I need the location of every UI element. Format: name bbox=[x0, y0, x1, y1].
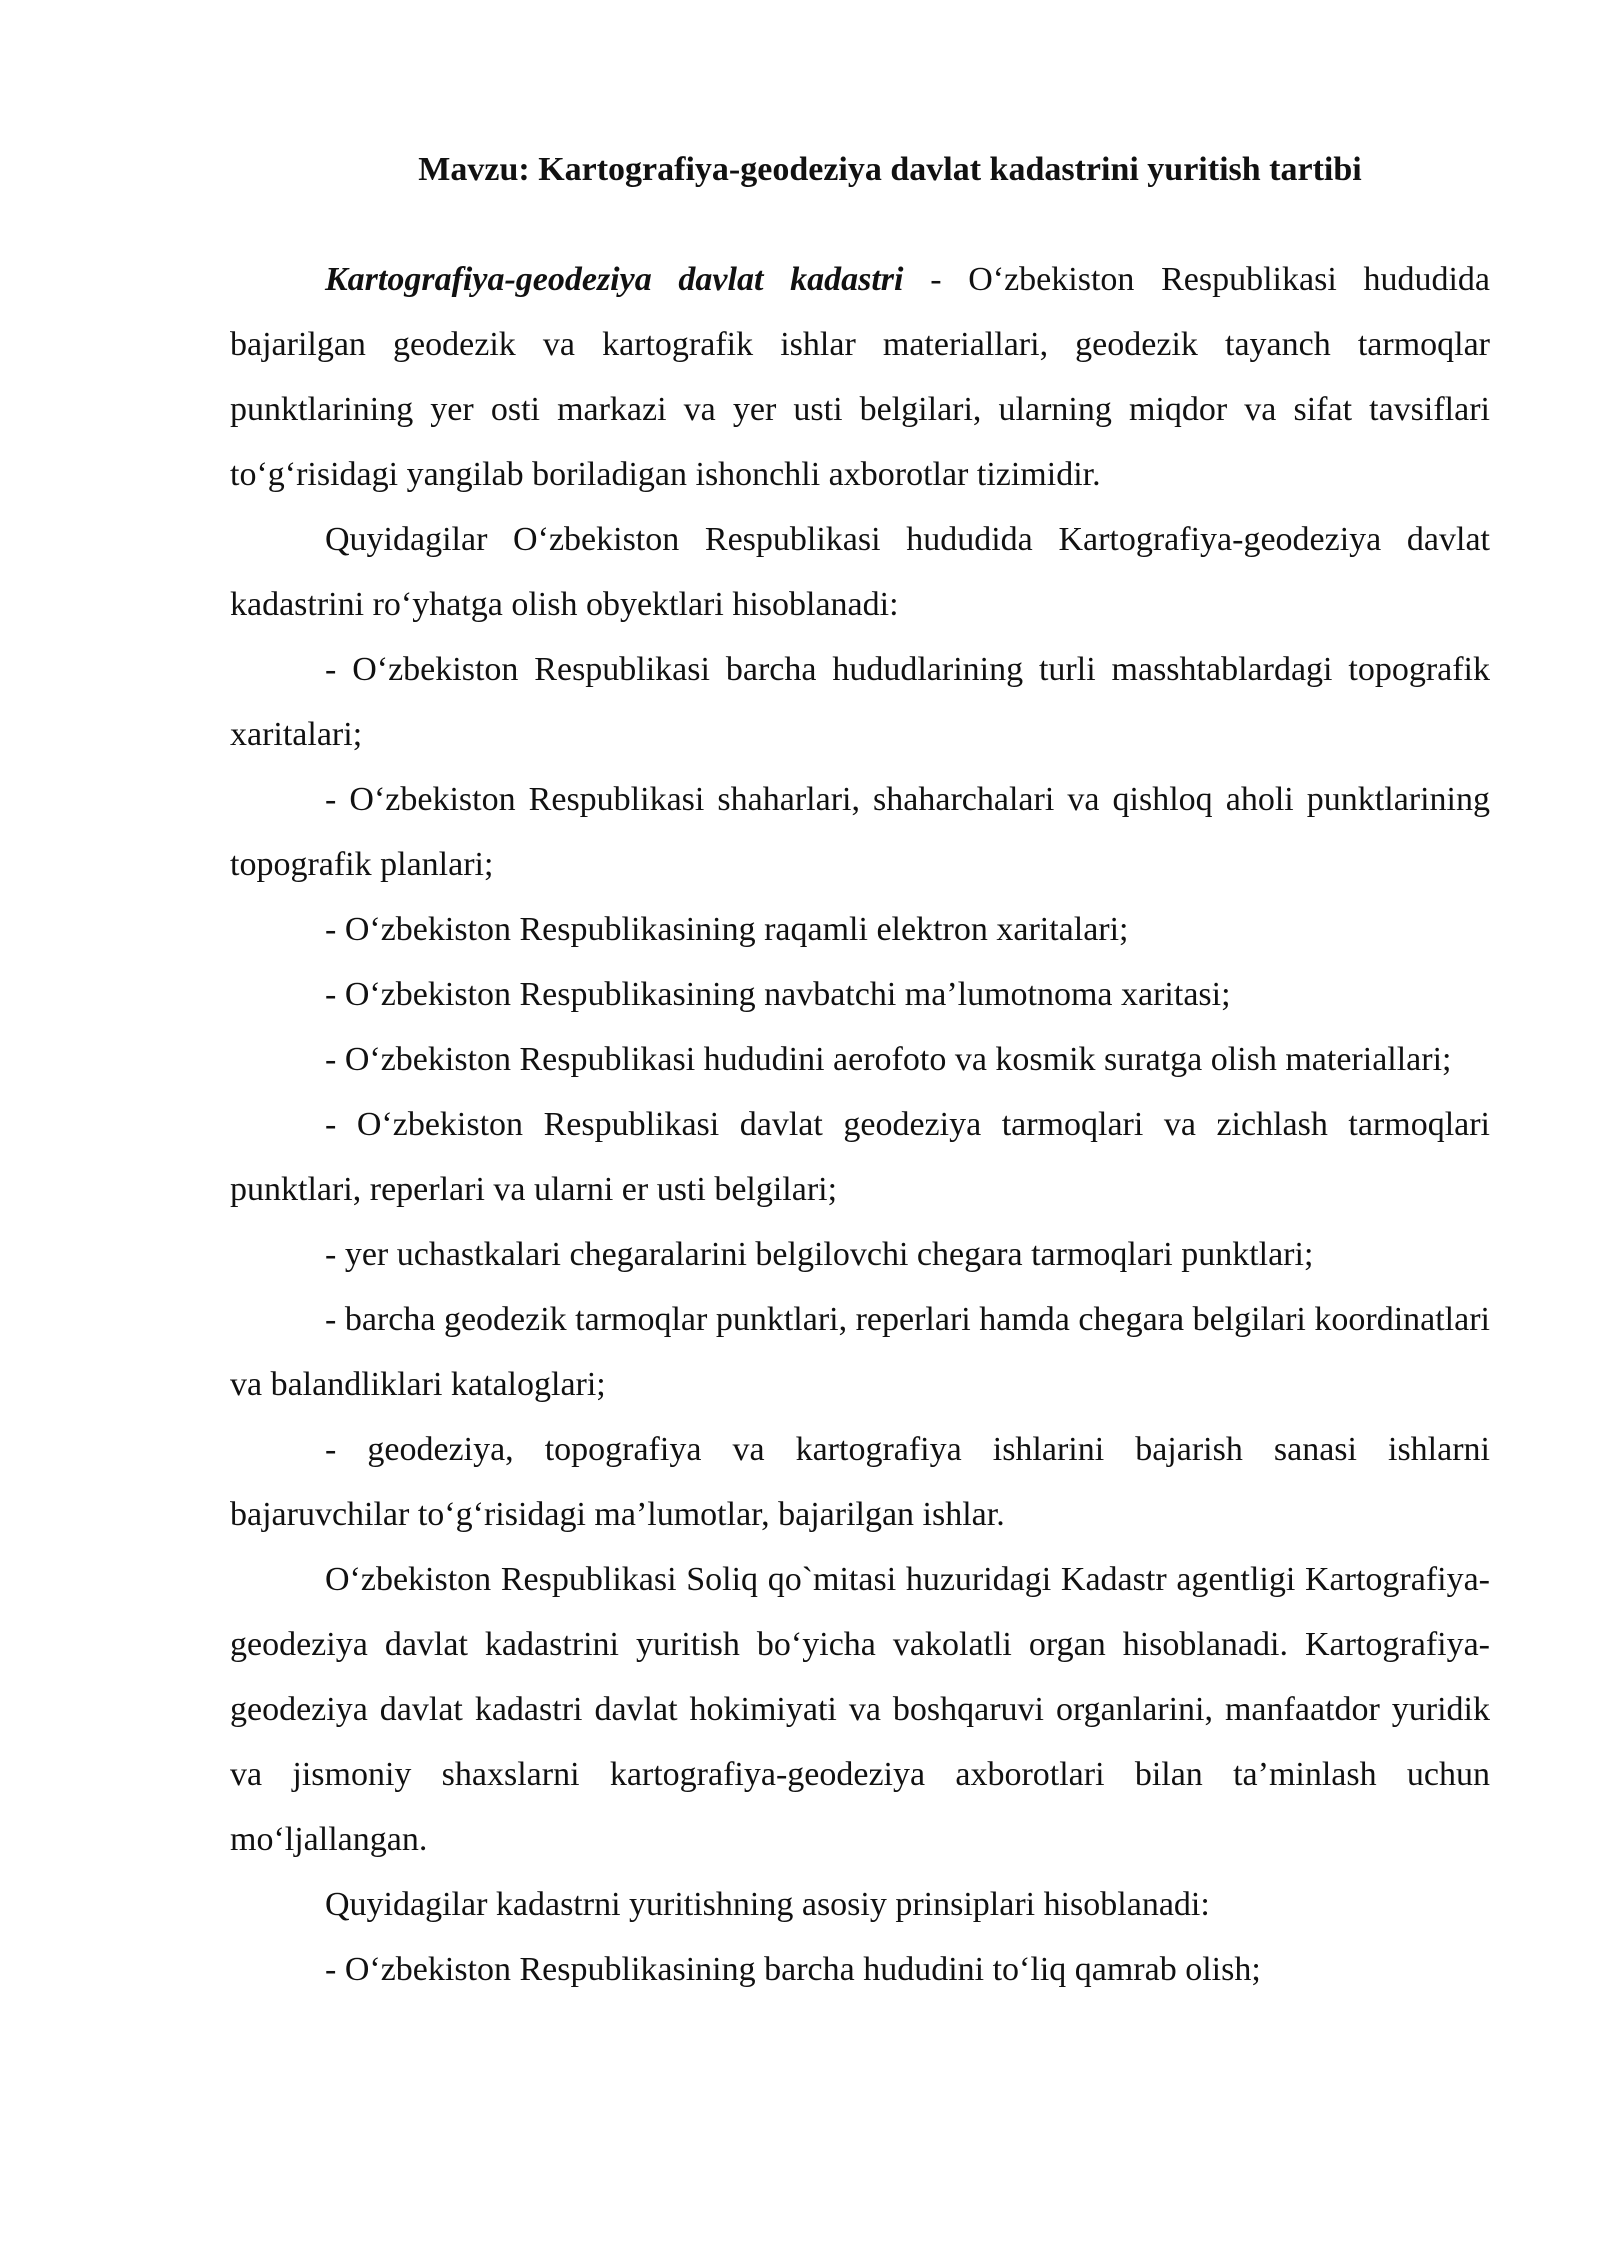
list-item-object: - O‘zbekiston Respublikasining navbatchi ma’lumotnoma xaritasi; bbox=[325, 976, 1231, 1013]
list-item-principle: - O‘zbekiston Respublikasining barcha hududini to‘liq qamrab olish; bbox=[325, 1951, 1261, 1988]
definition-paragraph bbox=[230, 247, 1490, 507]
list-item-object: - yer uchastkalari chegaralarini belgilovchi chegara tarmoqlari punktlari; bbox=[325, 1236, 1314, 1273]
list-item-object: - O‘zbekiston Respublikasining raqamli elektron xaritalari; bbox=[325, 911, 1129, 948]
document-body bbox=[230, 150, 1490, 2002]
defined-term: Kartografiya-geodeziya davlat kadastri bbox=[325, 261, 904, 298]
list-item-object: - geodeziya, topografiya va kartografiya ishlarini bajarish sanasi ishlarni bajaruvchilar to‘g‘risidagi ma’lumotlar, bajarilgan ishlar. bbox=[230, 1431, 1490, 1533]
list-item-object: - O‘zbekiston Respublikasi davlat geodeziya tarmoqlari va zichlash tarmoqlari punktlari, reperlari va ularni er usti belgilari; bbox=[230, 1106, 1490, 1208]
list-item-object: - O‘zbekiston Respublikasi hududini aerofoto va kosmik suratga olish materiallari; bbox=[325, 1041, 1452, 1078]
list-item-object: - O‘zbekiston Respublikasi barcha hududlarining turli masshtablardagi topografik xaritalari; bbox=[230, 651, 1490, 753]
objects-intro-paragraph: Quyidagilar O‘zbekiston Respublikasi hududida Kartografiya-geodeziya davlat kadastrini ro‘yhatga olish obyektlari hisoblanadi: bbox=[230, 521, 1490, 623]
document-title: Mavzu: Kartografiya-geodeziya davlat kadastrini yuritish tartibi bbox=[418, 151, 1362, 188]
authority-paragraph: O‘zbekiston Respublikasi Soliq qo`mitasi huzuridagi Kadastr agentligi Kartografiya-geodeziya davlat kadastrini yuritish bo‘yicha vakolatli organ hisoblanadi. Kartografiya-geodeziya davlat kadastri davlat hokimiyati va boshqaruvi organlarini, manfaatdor yuridik va jismoniy shaxslarni kartografiya-geodeziya axborotlari bilan ta’minlash uchun mo‘ljallangan. bbox=[230, 1561, 1490, 1858]
definition-text: - O‘zbekiston Respublikasi hududida bajarilgan geodezik va kartografik ishlar materiallari, geodezik tayanch tarmoqlar punktlarining yer osti markazi va yer usti belgilari, ularning miqdor va sifat tavsiflari to‘g‘risidagi yangilab boriladigan ishonchli axborotlar tizimidir. bbox=[230, 261, 1491, 493]
list-item-object: - O‘zbekiston Respublikasi shaharlari, shaharchalari va qishloq aholi punktlarining topografik planlari; bbox=[230, 781, 1490, 883]
list-item-object: - barcha geodezik tarmoqlar punktlari, reperlari hamda chegara belgilari koordinatlari va balandliklari kataloglari; bbox=[230, 1301, 1490, 1403]
principles-intro-paragraph: Quyidagilar kadastrni yuritishning asosiy prinsiplari hisoblanadi: bbox=[325, 1886, 1210, 1923]
